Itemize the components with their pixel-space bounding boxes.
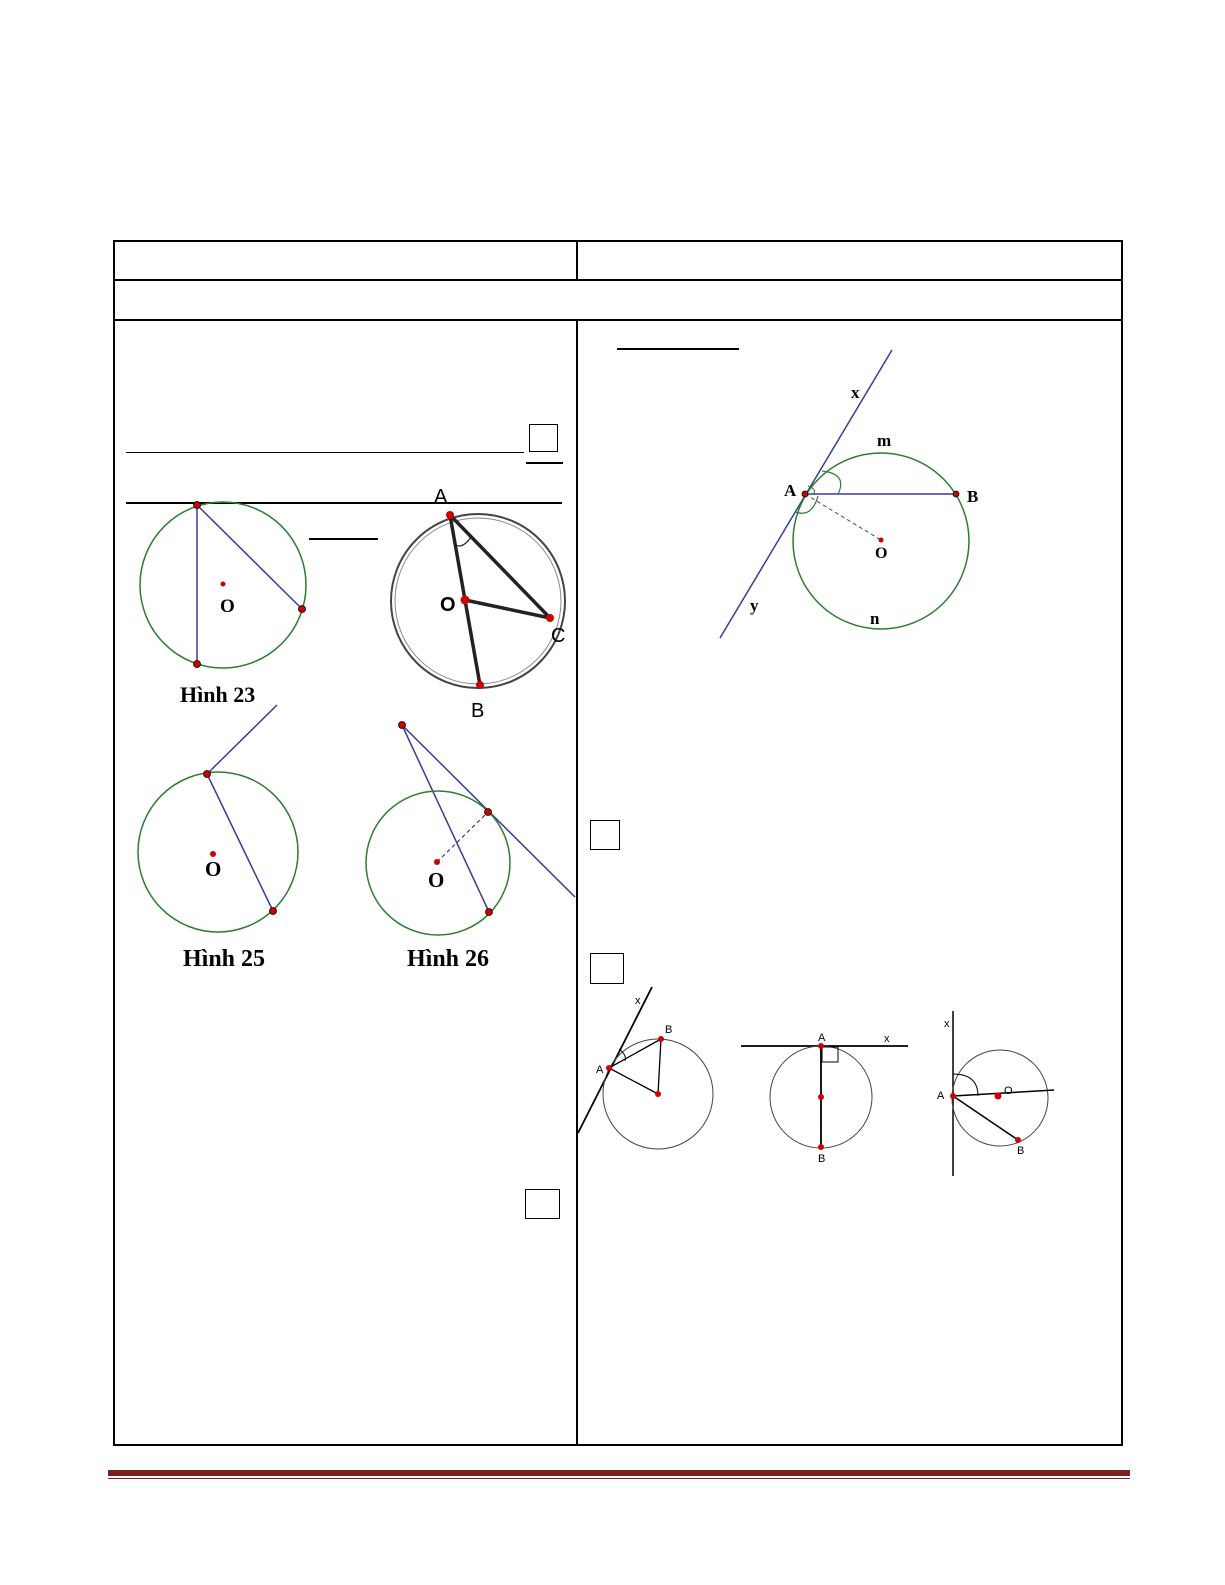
center-point [655,1091,661,1097]
small-figure-3 [932,1008,1062,1180]
segment-OB [465,600,480,685]
label-x: x [851,383,860,402]
label-B: B [665,1024,673,1036]
label-A: A [937,1090,945,1102]
footer-rule-thick [108,1470,1130,1476]
label-y: y [750,596,759,615]
label-A: A [818,1032,826,1044]
point-A [606,1065,612,1071]
angle-arc-upper [822,471,841,494]
center-O [879,538,884,543]
question-box [525,1189,560,1219]
point-B [818,1144,824,1150]
figure-caption: Hình 25 [183,946,266,972]
point [194,661,201,668]
left-underline-short [526,462,563,464]
footer-rule-thin [108,1478,1130,1479]
tangent-chord-figure [700,340,1000,650]
label-A: A [596,1064,604,1076]
question-box [590,953,624,984]
radius-A [609,1068,658,1094]
label-B: B [967,487,979,506]
small-figure-1 [575,985,720,1155]
label-m: m [877,431,892,450]
label-A: A [784,481,797,500]
angle-arc [455,537,471,546]
center-point [995,1093,1002,1100]
label-C: C [551,625,566,647]
point-B [953,491,959,497]
point [399,722,406,729]
label-O: O [205,857,222,881]
point-B [476,681,484,689]
label-O: O [440,594,456,616]
label-O: O [428,868,445,892]
chord-AB [953,1096,1018,1140]
point-A [446,511,454,519]
center-point [818,1094,824,1100]
label-B: B [471,700,485,722]
question-box [590,820,620,850]
chord [197,505,302,609]
table-section-divider [115,319,1121,321]
label-x: x [884,1033,890,1045]
label-x: x [635,995,641,1007]
point [485,809,492,816]
header-column-divider [576,242,578,279]
label-B: B [818,1153,826,1165]
radius-B [658,1039,661,1094]
chord [207,774,273,911]
table-header-divider [115,279,1121,281]
hinh26-figure [355,715,580,980]
label-O: O [875,545,888,562]
point-B [1015,1137,1021,1143]
point [486,909,493,916]
left-underline [126,452,524,453]
label-O: O [220,596,235,617]
point [270,908,277,915]
figure-caption: Hình 23 [180,682,256,707]
tangent-ray [207,705,277,774]
chord-AB [609,1039,661,1068]
figure-caption: Hình 26 [407,946,490,972]
label-O: O [1004,1085,1013,1097]
point-O [461,596,470,605]
point-C [546,614,554,622]
center-point [221,582,226,587]
label-n: n [870,609,880,628]
label-A: A [434,486,448,508]
point-A [950,1093,956,1099]
point-B [658,1036,664,1042]
point [299,606,306,613]
hinh25-figure [125,700,325,980]
point [204,771,211,778]
center-point [434,859,440,865]
small-figure-2 [738,1025,913,1170]
point-A [802,491,808,497]
point [194,502,201,509]
label-B: B [1017,1145,1025,1157]
inscribed-triangle-figure [370,485,575,725]
right-angle-mark [822,1047,838,1062]
chord-line [402,725,489,912]
label-x: x [944,1018,950,1030]
question-box [529,424,558,452]
